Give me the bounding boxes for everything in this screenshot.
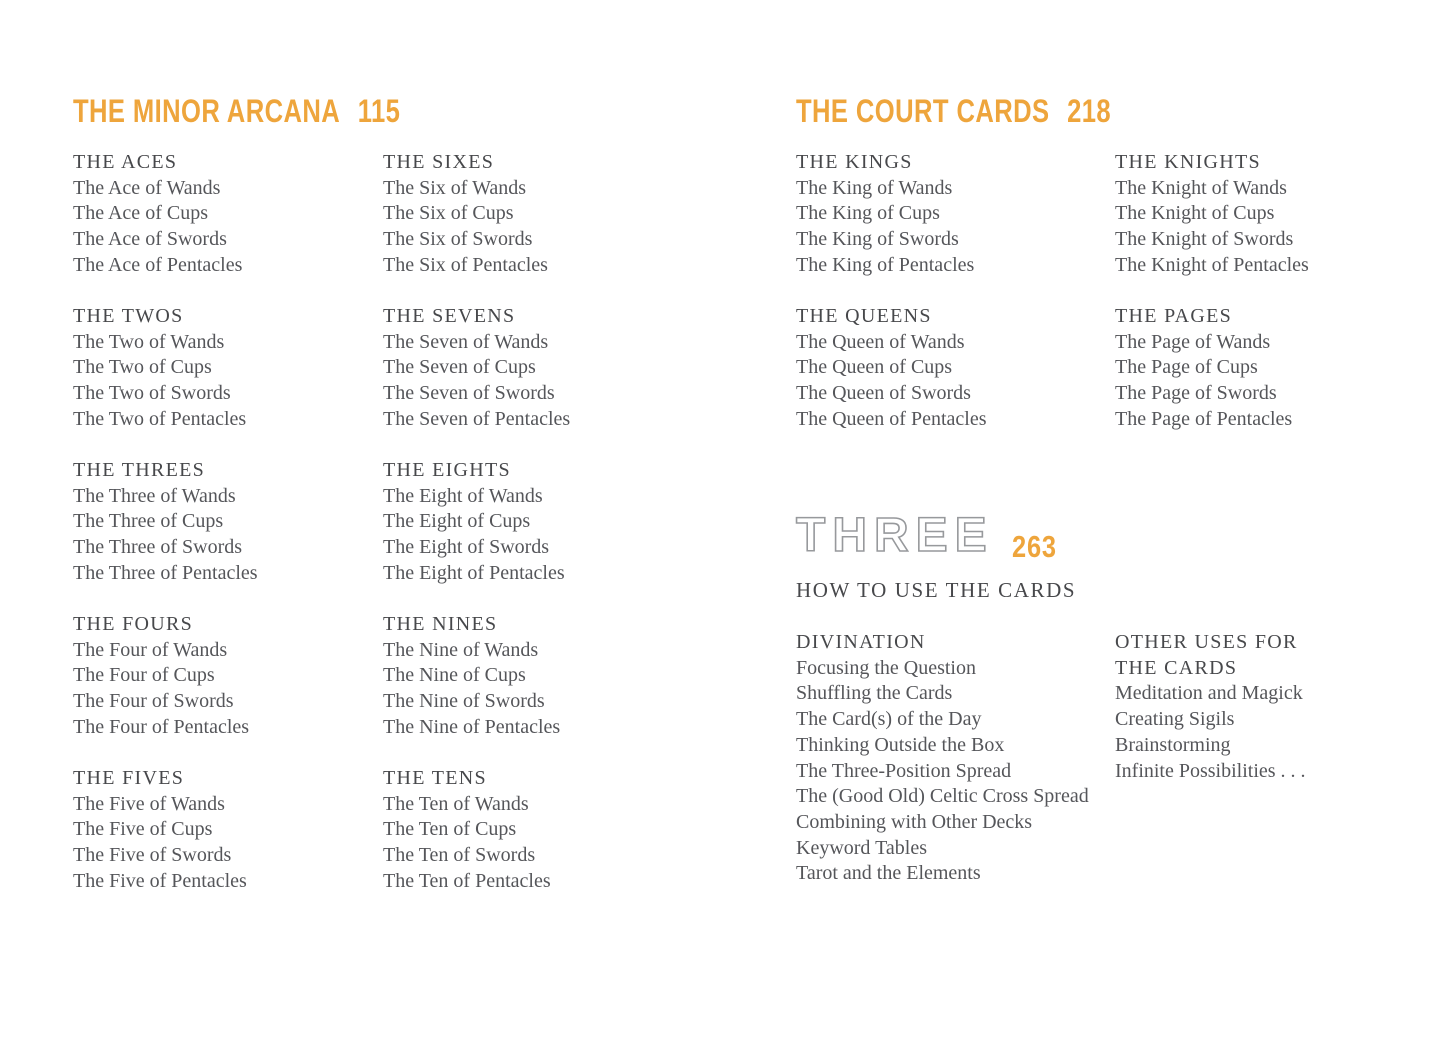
section-header: THE FOURS [73, 613, 194, 635]
toc-item: The Four of Wands [73, 638, 228, 661]
toc-item: The Seven of Wands [383, 330, 549, 353]
toc-item: Creating Sigils [1115, 708, 1235, 731]
section-the-nines [383, 612, 723, 766]
court-cards-columns [796, 150, 1445, 458]
section-the-pages [1115, 304, 1445, 458]
toc-item: The Three of Cups [73, 510, 224, 533]
toc-item: Thinking Outside the Box [796, 733, 1005, 756]
toc-item: The Page of Swords [1115, 382, 1277, 405]
chapter-heading-minor-arcana [73, 93, 601, 129]
section-the-aces [73, 150, 383, 304]
section-header: DIVINATION [796, 631, 926, 653]
toc-item: The Ten of Swords [383, 844, 536, 867]
section-the-fives [73, 766, 383, 920]
toc-item: The Ace of Wands [73, 176, 221, 199]
toc-item: The Five of Swords [73, 844, 232, 867]
toc-item: The Three of Wands [73, 484, 236, 507]
toc-item: The Nine of Cups [383, 664, 526, 687]
toc-item: The Ace of Cups [73, 202, 208, 225]
minor-arcana-column-2 [383, 150, 723, 920]
section-the-fours [73, 612, 383, 766]
part-three-heading [796, 509, 1445, 564]
toc-item: The Six of Swords [383, 228, 533, 251]
minor-arcana-column-1 [73, 150, 383, 920]
toc-item: The Eight of Wands [383, 484, 543, 507]
section-the-sevens [383, 304, 723, 458]
other-uses-column [1115, 630, 1445, 887]
court-cards-column-1 [796, 150, 1115, 458]
section-header: THE KNIGHTS [1115, 151, 1261, 173]
toc-item: The Page of Pentacles [1115, 407, 1293, 430]
toc-item: The Eight of Pentacles [383, 561, 565, 584]
section-the-threes [73, 458, 383, 612]
toc-item: The Ten of Wands [383, 792, 529, 815]
section-header: THE SEVENS [383, 305, 516, 327]
toc-item: The Three-Position Spread [796, 759, 1012, 782]
section-header: THE FIVES [73, 767, 185, 789]
chapter-page-number: 115 [357, 93, 401, 129]
section-header: THE KINGS [796, 151, 913, 173]
toc-item: The Card(s) of the Day [796, 708, 982, 731]
toc-item: Meditation and Magick [1115, 682, 1303, 705]
toc-item: The Nine of Wands [383, 638, 539, 661]
toc-item: The Page of Wands [1115, 330, 1271, 353]
toc-item: The King of Cups [796, 202, 940, 225]
section-header: THE TWOS [73, 305, 184, 327]
section-the-queens [796, 304, 1115, 458]
toc-item: The Two of Pentacles [73, 407, 247, 430]
toc-item: The Six of Pentacles [383, 253, 548, 276]
toc-item: Focusing the Question [796, 656, 976, 679]
toc-item: The Queen of Cups [796, 356, 953, 379]
toc-item: The Two of Swords [73, 382, 231, 405]
toc-item: The Four of Cups [73, 664, 215, 687]
toc-item: The Eight of Swords [383, 536, 550, 559]
toc-item: Keyword Tables [796, 836, 927, 859]
page-minor-arcana [73, 93, 733, 920]
toc-item: The Eight of Cups [383, 510, 531, 533]
section-the-kings [796, 150, 1115, 304]
toc-item: The Three of Swords [73, 536, 243, 559]
section-header: THE TENS [383, 767, 487, 789]
toc-item: Brainstorming [1115, 733, 1231, 756]
minor-arcana-columns [73, 150, 733, 920]
toc-item: The Seven of Pentacles [383, 407, 571, 430]
chapter-title: THE MINOR ARCANA [73, 93, 341, 129]
section-header: THE NINES [383, 613, 498, 635]
toc-item: The Knight of Swords [1115, 228, 1294, 251]
section-header: THE THREES [73, 459, 206, 481]
toc-item: The Six of Wands [383, 176, 527, 199]
toc-item: The Four of Swords [73, 690, 234, 713]
toc-item: The Five of Pentacles [73, 869, 247, 892]
part-three-subtitle: HOW TO USE THE CARDS [796, 578, 1077, 602]
toc-item: The Seven of Swords [383, 382, 555, 405]
chapter-heading-court-cards [796, 93, 1315, 129]
chapter-page-number: 218 [1067, 93, 1111, 129]
section-the-knights [1115, 150, 1445, 304]
section-header: THE ACES [73, 151, 178, 173]
toc-item: The King of Pentacles [796, 253, 975, 276]
toc-item: The Queen of Pentacles [796, 407, 987, 430]
section-the-eights [383, 458, 723, 612]
toc-item: The Ten of Pentacles [383, 869, 551, 892]
court-cards-column-2 [1115, 150, 1445, 458]
toc-item: The Knight of Cups [1115, 202, 1275, 225]
toc-item: Combining with Other Decks [796, 810, 1033, 833]
section-header: THE EIGHTS [383, 459, 511, 481]
toc-item: The (Good Old) Celtic Cross Spread [796, 785, 1089, 808]
toc-item: The Knight of Wands [1115, 176, 1287, 199]
toc-item: The King of Swords [796, 228, 959, 251]
toc-item: The Five of Wands [73, 792, 225, 815]
section-the-twos [73, 304, 383, 458]
toc-item: The Queen of Swords [796, 382, 971, 405]
toc-item: Infinite Possibilities . . . [1115, 759, 1306, 782]
toc-item: The Two of Cups [73, 356, 212, 379]
toc-item: The Two of Wands [73, 330, 225, 353]
toc-item: The Five of Cups [73, 818, 213, 841]
section-header: THE PAGES [1115, 305, 1233, 327]
section-the-tens [383, 766, 723, 920]
part-number-word: THREE [796, 509, 994, 562]
section-the-sixes [383, 150, 723, 304]
chapter-title: THE COURT CARDS [796, 93, 1050, 129]
toc-item: The Ace of Swords [73, 228, 227, 251]
toc-item: The Knight of Pentacles [1115, 253, 1309, 276]
divination-column [796, 630, 1115, 887]
toc-item: The Nine of Swords [383, 690, 545, 713]
toc-item: The Six of Cups [383, 202, 514, 225]
toc-item: The Nine of Pentacles [383, 715, 561, 738]
toc-item: Tarot and the Elements [796, 862, 981, 885]
toc-item: The Ten of Cups [383, 818, 517, 841]
usage-columns [796, 630, 1445, 887]
toc-item: The Seven of Cups [383, 356, 536, 379]
page-court-cards [796, 93, 1445, 887]
toc-item: The Ace of Pentacles [73, 253, 243, 276]
section-header-line-1: OTHER USES FOR [1115, 631, 1298, 653]
toc-item: The Three of Pentacles [73, 561, 258, 584]
toc-item: The King of Wands [796, 176, 953, 199]
section-header-line-2: THE CARDS [1115, 656, 1238, 679]
part-page-number: 263 [1011, 529, 1057, 564]
section-header: THE SIXES [383, 151, 495, 173]
toc-item: The Four of Pentacles [73, 715, 250, 738]
section-header: THE QUEENS [796, 305, 932, 327]
toc-item: Shuffling the Cards [796, 682, 953, 705]
toc-item: The Queen of Wands [796, 330, 965, 353]
toc-item: The Page of Cups [1115, 356, 1258, 379]
